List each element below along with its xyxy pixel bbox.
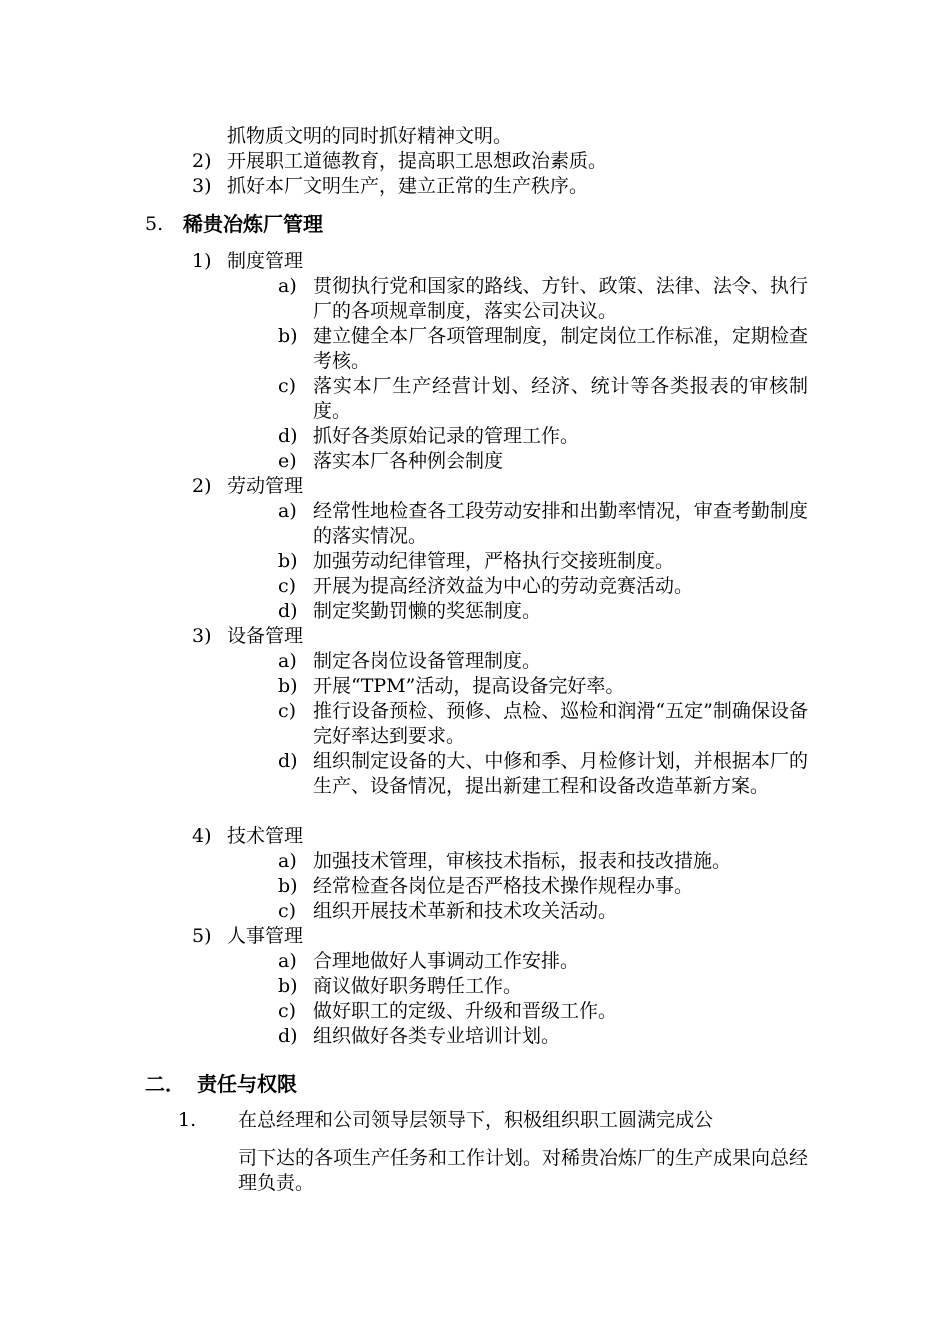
group-1-item-c-number: c) bbox=[278, 375, 297, 397]
group-5-item-d-text: 组织做好各类专业培训计划。 bbox=[313, 1025, 561, 1047]
group-4-number: 4) bbox=[192, 825, 212, 847]
group-3-item-b-text: 开展“TPM”活动，提高设备完好率。 bbox=[313, 675, 625, 697]
group-1-item-c-text: 落实本厂生产经营计划、经济、统计等各类报表的审核制度。 bbox=[313, 375, 808, 422]
group-1-item-a-text: 贯彻执行党和国家的路线、方针、政策、法律、法令、执行厂的各项规章制度，落实公司决议。 bbox=[313, 275, 808, 322]
group-2-item-d-number: d) bbox=[278, 600, 298, 622]
section-two-number: 二． bbox=[145, 1072, 185, 1096]
group-4-item-a-number: a) bbox=[278, 850, 297, 872]
group-3-item-a-number: a) bbox=[278, 650, 297, 672]
group-2-number: 2) bbox=[192, 475, 212, 497]
group-3-item-c-text: 推行设备预检、预修、点检、巡检和润滑“五定”制确保设备完好率达到要求。 bbox=[313, 700, 808, 747]
group-1-number: 1) bbox=[192, 250, 212, 272]
responsibility-item-1-line1: 在总经理和公司领导层领导下，积极组织职工圆满完成公 bbox=[238, 1109, 714, 1131]
group-5-title: 人事管理 bbox=[227, 925, 304, 947]
group-3-item-a-text: 制定各岗位设备管理制度。 bbox=[313, 650, 542, 672]
group-2-item-d-text: 制定奖勤罚懒的奖惩制度。 bbox=[313, 600, 542, 622]
group-4-item-c-number: c) bbox=[278, 900, 297, 922]
section-two-heading: 责任与权限 bbox=[197, 1072, 297, 1096]
group-3-item-c-number: c) bbox=[278, 700, 297, 722]
group-2-item-b-number: b) bbox=[278, 550, 298, 572]
top-item-2-text: 开展职工道德教育，提高职工思想政治素质。 bbox=[227, 150, 608, 172]
group-1-title: 制度管理 bbox=[227, 250, 304, 272]
section-5-number: 5. bbox=[145, 213, 164, 235]
group-3-number: 3) bbox=[192, 625, 212, 647]
group-5-number: 5) bbox=[192, 925, 212, 947]
group-3-item-b-number: b) bbox=[278, 675, 298, 697]
group-2-item-a-number: a) bbox=[278, 500, 297, 522]
responsibility-item-1-number: 1. bbox=[178, 1109, 197, 1131]
group-2-item-c-text: 开展为提高经济效益为中心的劳动竞赛活动。 bbox=[313, 575, 694, 597]
group-4-item-b-number: b) bbox=[278, 875, 298, 897]
group-3-item-d-number: d) bbox=[278, 750, 298, 772]
top-item-3-number: 3) bbox=[192, 175, 212, 197]
group-4-item-b-text: 经常检查各岗位是否严格技术操作规程办事。 bbox=[313, 875, 694, 897]
group-2-title: 劳动管理 bbox=[227, 475, 304, 497]
group-2-item-b-text: 加强劳动纪律管理，严格执行交接班制度。 bbox=[313, 550, 675, 572]
group-1-item-b-number: b) bbox=[278, 325, 298, 347]
continuation-text: 抓物质文明的同时抓好精神文明。 bbox=[227, 125, 513, 147]
group-5-item-a-text: 合理地做好人事调动工作安排。 bbox=[313, 950, 580, 972]
group-4-title: 技术管理 bbox=[227, 825, 304, 847]
group-1-item-a-number: a) bbox=[278, 275, 297, 297]
group-5-item-b-number: b) bbox=[278, 975, 298, 997]
responsibility-item-1-rest: 司下达的各项生产任务和工作计划。对稀贵冶炼厂的生产成果向总经理负责。 bbox=[238, 1147, 809, 1194]
top-item-2-number: 2) bbox=[192, 150, 212, 172]
group-1-item-d-number: d) bbox=[278, 425, 298, 447]
group-4-item-a-text: 加强技术管理，审核技术指标，报表和技改措施。 bbox=[313, 850, 732, 872]
group-3-item-d-text: 组织制定设备的大、中修和季、月检修计划，并根据本厂的生产、设备情况，提出新建工程和设备改造革新方案。 bbox=[313, 750, 808, 797]
group-4-item-c-text: 组织开展技术革新和技术攻关活动。 bbox=[313, 900, 618, 922]
group-2-item-c-number: c) bbox=[278, 575, 297, 597]
group-1-item-b-text: 建立健全本厂各项管理制度，制定岗位工作标准，定期检查考核。 bbox=[313, 325, 808, 372]
group-1-item-e-number: e) bbox=[278, 450, 297, 472]
top-item-3-text: 抓好本厂文明生产，建立正常的生产秩序。 bbox=[227, 175, 589, 197]
group-5-item-c-text: 做好职工的定级、升级和晋级工作。 bbox=[313, 1000, 618, 1022]
group-3-title: 设备管理 bbox=[227, 625, 304, 647]
group-1-item-d-text: 抓好各类原始记录的管理工作。 bbox=[313, 425, 580, 447]
group-1-item-e-text: 落实本厂各种例会制度 bbox=[313, 450, 504, 472]
group-5-item-c-number: c) bbox=[278, 1000, 297, 1022]
group-5-item-b-text: 商议做好职务聘任工作。 bbox=[313, 975, 523, 997]
group-2-item-a-text: 经常性地检查各工段劳动安排和出勤率情况，审查考勤制度的落实情况。 bbox=[313, 500, 808, 547]
group-5-item-a-number: a) bbox=[278, 950, 297, 972]
group-5-item-d-number: d) bbox=[278, 1025, 298, 1047]
section-5-heading: 稀贵冶炼厂管理 bbox=[183, 212, 323, 236]
